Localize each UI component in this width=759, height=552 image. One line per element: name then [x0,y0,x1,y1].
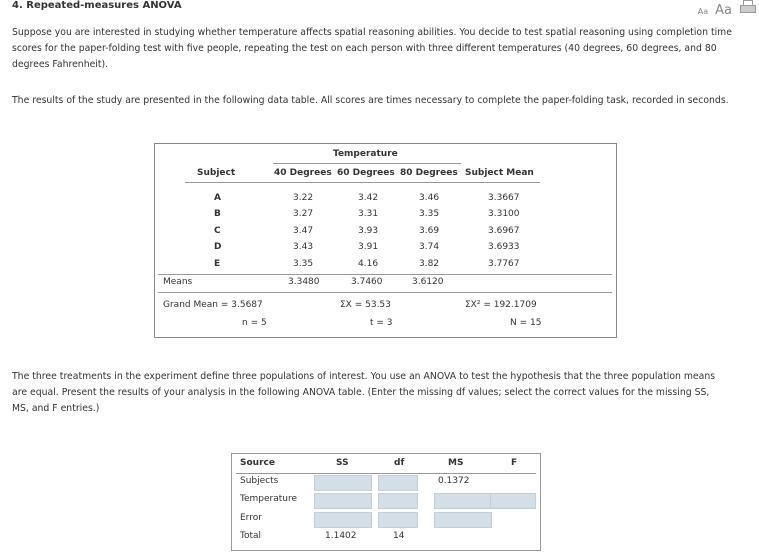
instructions [12,369,757,417]
error-ms-select[interactable] [434,512,492,528]
row-b-mean: 3.3100 [488,209,520,219]
row-e-mean: 3.7767 [488,259,520,269]
row-d-t80: 3.74 [419,242,440,252]
total-ss-value: 1.1402 [325,531,357,541]
row-d-t40: 3.43 [293,242,314,252]
row-a-subject: A [214,193,221,203]
f-header: F [511,458,518,468]
mean-t80: 3.6120 [412,277,444,287]
subjects-ss-select[interactable] [314,475,372,491]
row-b-t40: 3.27 [293,209,314,219]
text-size-small-button[interactable]: Aa [697,7,709,16]
source-header: Source [240,458,275,468]
ss-header: SS [336,458,349,468]
anova-temperature-label: Temperature [240,494,298,504]
row-d-mean: 3.6933 [488,242,520,252]
print-icon[interactable] [739,0,755,14]
subjects-ms-value: 0.1372 [438,476,470,486]
mean-t60: 3.7460 [351,277,383,287]
row-c-t60: 3.93 [358,226,379,236]
row-c-t40: 3.47 [293,226,314,236]
n-value: n = 5 [242,318,267,328]
temperature-df-input[interactable] [378,493,418,509]
subjects-df-input[interactable] [378,475,418,491]
row-b-t80: 3.35 [419,209,440,219]
row-a-mean: 3.3667 [488,193,520,203]
row-a-t80: 3.46 [419,193,440,203]
row-c-mean: 3.6967 [488,226,520,236]
error-ss-select[interactable] [314,512,372,528]
question-title: 4. Repeated-measures ANOVA [12,0,182,11]
temperature-f-select[interactable] [490,493,536,509]
t40-header: 40 Degrees [274,168,332,178]
temperature-ms-select[interactable] [434,493,492,509]
means-label: Means [163,277,193,287]
row-a-t40: 3.22 [293,193,314,203]
row-a-t60: 3.42 [358,193,379,203]
text-size-large-button[interactable]: Aa [715,3,732,18]
temperature-group-header: Temperature [333,149,398,159]
row-c-t80: 3.69 [419,226,440,236]
row-c-subject: C [214,226,221,236]
row-d-subject: D [214,242,222,252]
df-header: df [394,458,405,468]
sum-x: ΣX = 53.53 [340,300,391,310]
anova-subjects-label: Subjects [240,476,279,486]
anova-error-label: Error [240,513,262,523]
t-value: t = 3 [370,318,393,328]
intro-paragraph [12,25,757,73]
row-b-subject: B [214,209,221,219]
ms-header: MS [448,458,464,468]
row-e-t60: 4.16 [358,259,379,269]
instructions-line-3: MS, and F entries.) [12,403,100,414]
row-e-subject: E [214,259,221,269]
grand-mean: Grand Mean = 3.5687 [163,300,263,310]
row-d-t60: 3.91 [358,242,379,252]
anova-table [231,453,541,551]
anova-total-label: Total [240,531,262,541]
instructions-line-2: are equal. Present the results of your analysis in the following ANOVA table. (Enter the missing df values; select the correct values for the missing SS, [12,387,710,398]
intro-line-1: Suppose you are interested in studying whether temperature affects spatial reasoning abilities. You decide to test spatial reasoning using completion time [12,27,732,38]
subject-mean-header: Subject Mean [465,168,534,178]
instructions-line-1: The three treatments in the experiment define three populations of interest. You use an ANOVA to test the hypothesis that the three population means [12,371,716,382]
sum-x-squared: ΣX² = 192.1709 [465,300,537,310]
data-table [154,143,617,338]
intro-line-2: scores for the paper-folding test with five people, repeating the test on each person with three different temperatures (40 degrees, 60 degrees, and 80 [12,43,717,54]
t80-header: 80 Degrees [400,168,458,178]
t60-header: 60 Degrees [337,168,395,178]
mean-t40: 3.3480 [288,277,320,287]
subject-header: Subject [197,168,236,178]
total-df-value: 14 [393,531,405,541]
text-size-controls [698,0,755,18]
row-e-t40: 3.35 [293,259,314,269]
intro-line-3: degrees Fahrenheit). [12,59,109,70]
row-b-t60: 3.31 [358,209,379,219]
error-df-input[interactable] [378,512,418,528]
temperature-ss-select[interactable] [314,493,372,509]
total-n-value: N = 15 [510,318,542,328]
data-description: The results of the study are presented in the following data table. All scores are times necessary to complete the paper-folding task, recorded in seconds. [12,95,729,106]
row-e-t80: 3.82 [419,259,440,269]
